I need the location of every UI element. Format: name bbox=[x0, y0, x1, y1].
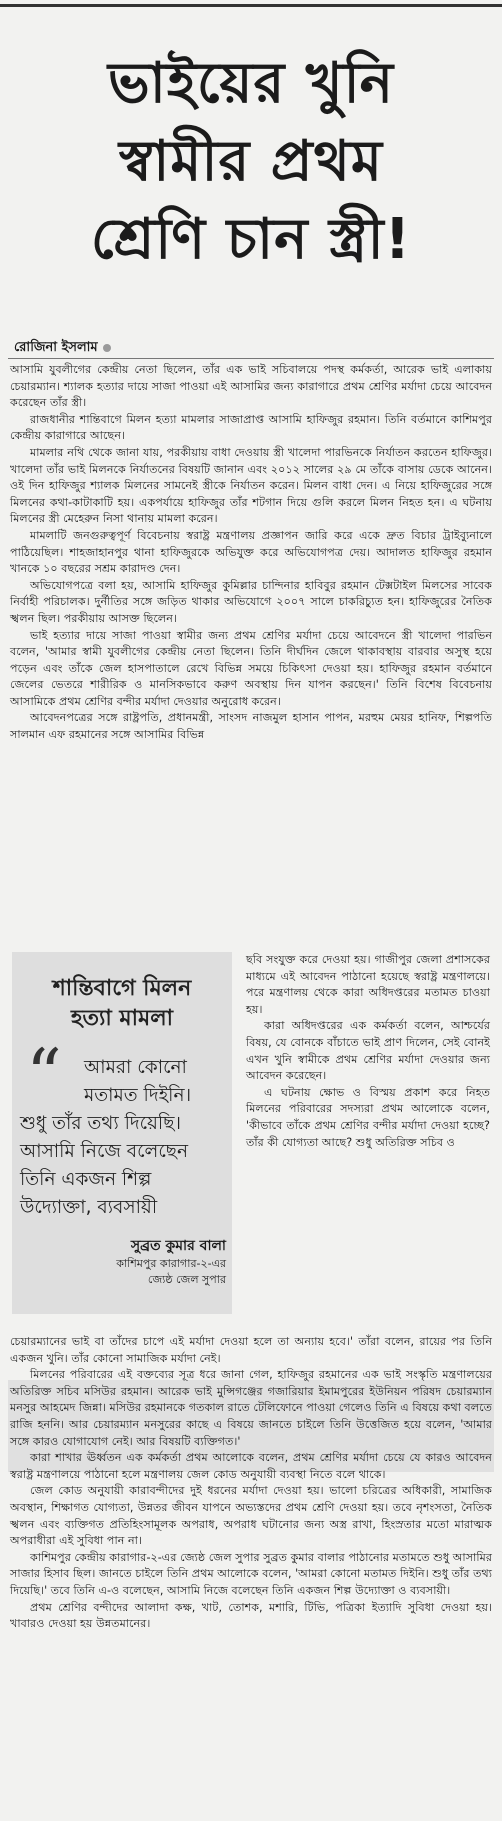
article-body-bottom bbox=[10, 1334, 492, 1633]
top-rule bbox=[0, 4, 502, 7]
paragraph: কারা অধিদপ্তরের এক কর্মকর্তা বলেন, আশ্চর্যের বিষয়, যে বোনকে বাঁচাতে ভাই প্রাণ দিলেন, সেই বোনই এখন খুনি স্বামীকে প্রথম শ্রেণির মর্যাদা দেওয়ার জন্য আবেদন করেছেন। bbox=[246, 1019, 490, 1083]
pull-quote bbox=[20, 1054, 230, 1222]
quote-line: আমরা কোনো bbox=[84, 1057, 187, 1078]
quote-attribution-name: সুব্রত কুমার বালা bbox=[130, 1238, 226, 1254]
byline-rule bbox=[8, 358, 494, 359]
sidebar-title-line-2: হত্যা মামলা bbox=[70, 1006, 174, 1031]
paragraph: চেয়ারম্যানের ভাই বা তাঁদের চাপে এই মর্যাদা দেওয়া হলে তা অন্যায় হবে।' তাঁরা বলেন, রায়ের পর তিনি একজন খুনি। তাঁর কোনো সামাজিক মর্যাদা নেই। bbox=[10, 1335, 492, 1365]
sidebar-box bbox=[12, 952, 232, 1314]
paragraph: মিলনের পরিবারের এই বক্তব্যের সূত্র ধরে জানা গেল, হাফিজুর রহমানের এক ভাই সংস্কৃতি মন্ত্রণালয়ের অতিরিক্ত সচিব মসিউর রহমান। আরেক ভাই মুন্সিগঞ্জের গজারিয়ার ইমামপুরের ইউনিয়ন পরিষদ চেয়ারম্যান মনসুর আহমেদ জিন্না। মসিউর রহমানকে গতকাল রাতে টেলিফোনে পাওয়া গেলেও তিনি এ বিষয়ে কথা বলতে রাজি হননি। আর চেয়ারম্যান মনসুরের কাছে এ বিষয়ে জানতে চাইলে তিনি উত্তেজিত হয়ে বলেন, 'আমার সঙ্গে কারও যোগাযোগ নেই। আর বিষয়টি ব্যক্তিগত।' bbox=[10, 1368, 492, 1448]
paragraph: মামলার নথি থেকে জানা যায়, পরকীয়ায় বাধা দেওয়ায় স্ত্রী খালেদা পারভিনকে নির্যাতন করতেন হাফিজুর। খালেদা তাঁর ভাই মিলনকে নির্যাতনের বিষয়টি জানান এবং ২০১২ সালের ২৯ মে তাঁকে বাসায় ডেকে আনেন। ওই দিন হাফিজুর শ্যালক মিলনের সামনেই স্ত্রীকে নির্যাতন করেন। মিলন বাধা দেন। এ নিয়ে হাফিজুরের সঙ্গে মিলনের কথা-কাটাকাটি হয়। একপর্যায়ে হাফিজুর তাঁর শটগান দিয়ে গুলি করলে মিলন নিহত হন। এ ঘটনায় মিলনের স্ত্রী মেহেরুন নিসা থানায় মামলা করেন। bbox=[10, 445, 492, 526]
paragraph: অভিযোগপত্রে বলা হয়, আসামি হাফিজুর কুমিল্লার চান্দিনার হাবিবুর রহমান টেক্সটাইল মিলসের সাবেক নির্বাহী পরিচালক। দুর্নীতির সঙ্গে জড়িত থাকার অভিযোগে ২০০৭ সালে চাকরিচ্যুত হন। হাফিজুরের নৈতিক স্খলন ছিল। পরকীয়ায় আসক্ত ছিলেন। bbox=[10, 578, 492, 625]
quote-line: তিনি একজন শিল্প bbox=[20, 1169, 152, 1190]
quote-line: মতামত দিইনি। bbox=[84, 1085, 192, 1106]
headline-line-3: শ্রেণি চান স্ত্রী! bbox=[90, 207, 412, 272]
sidebar-title bbox=[12, 974, 232, 1034]
article-body-right-column bbox=[246, 952, 490, 1151]
paragraph: কাশিমপুর কেন্দ্রীয় কারাগার-২-এর জ্যেষ্ঠ জেল সুপার সুব্রত কুমার বালার পাঠানোর মতামতে শুধু আসামির সাজার হিসাব ছিল। জানতে চাইলে তিনি প্রথম আলোকে বলেন, 'আমরা কোনো মতামত দিইনি। শুধু তাঁর তথ্য দিয়েছি।' তবে তিনি এ-ও বলেছেন, আসামি নিজে বলেছেন তিনি একজন শিল্প উদ্যোক্তা ও ব্যবসায়ী। bbox=[10, 1550, 492, 1597]
headline-line-1: ভাইয়ের খুনি bbox=[107, 51, 395, 116]
headline-line-2: স্বামীর প্রথম bbox=[119, 129, 383, 194]
paragraph: ভাই হত্যার দায়ে সাজা পাওয়া স্বামীর জন্য প্রথম শ্রেণির মর্যাদা চেয়ে আবেদনে স্ত্রী খালেদা পারভিন বলেন, 'আমার স্বামী যুবলীগের কেন্দ্রীয় নেতা ছিলেন। তিনি দীর্ঘদিন জেলে থাকাবস্থায় বারবার অসুস্থ হয়ে পড়েন এবং তাঁকে জেল হাসপাতালে রেখে বিভিন্ন সময়ে চিকিৎসা দেওয়া হয়। হাফিজুর রহমান বর্তমানে জেলের ভেতরে শারীরিক ও মানসিকভাবে করুণ অবস্থায় দিন যাপন করছেন।' তিনি বিশেষ বিবেচনায় আসামিকে প্রথম শ্রেণির বন্দীর মর্যাদা দেওয়ার অনুরোধ করেন। bbox=[10, 628, 492, 708]
headline bbox=[0, 45, 502, 279]
quote-line: আসামি নিজে বলেছেন bbox=[20, 1141, 189, 1162]
paragraph: রাজধানীর শান্তিবাগে মিলন হত্যা মামলার সাজাপ্রাপ্ত আসামি হাফিজুর রহমান। তিনি বর্তমানে কাশিমপুর কেন্দ্রীয় কারাগারে আছেন। bbox=[10, 412, 492, 443]
quote-line: শুধু তাঁর তথ্য দিয়েছি। bbox=[20, 1113, 182, 1134]
paragraph: জেল কোড অনুযায়ী কারাবন্দীদের দুই ধরনের মর্যাদা দেওয়া হয়। ভালো চরিত্রের অধিকারী, সামাজিক অবস্থান, শিক্ষাগত যোগ্যতা, উন্নতর জীবন যাপনে অভ্যস্তদের প্রথম শ্রেণি দেওয়া হয়। তবে নৃশংসতা, নৈতিক স্খলন এবং ব্যক্তিগত প্রতিহিংসামূলক অপরাধ, অপরাধ ঘটানোর জন্য অস্ত্র রাখা, হিংস্রতার মতো মারাত্মক অপরাধীরা এই সুবিধা পান না। bbox=[10, 1484, 492, 1548]
paragraph: ছবি সংযুক্ত করে দেওয়া হয়। গাজীপুর জেলা প্রশাসকের মাধ্যমে এই আবেদন পাঠানো হয়েছে স্বরাষ্ট্র মন্ত্রণালয়ে। পরে মন্ত্রণালয় থেকে কারা অধিদপ্তরের মতামত চাওয়া হয়। bbox=[246, 953, 490, 1016]
quote-attribution-title bbox=[12, 1256, 226, 1288]
quote-mark-icon: “ bbox=[26, 1034, 62, 1116]
designation-line-2: জ্যেষ্ঠ জেল সুপার bbox=[147, 1273, 226, 1286]
paragraph: কারা শাখার ঊর্ধ্বতন এক কর্মকর্তা প্রথম আলোকে বলেন, প্রথম শ্রেণির মর্যাদা চেয়ে যে কারও আবেদন স্বরাষ্ট্র মন্ত্রণালয়ে পাঠানো হলে মন্ত্রণালয় জেল কোড অনুযায়ী ব্যবস্থা নিতে বলে থাকে। bbox=[10, 1451, 492, 1481]
article-body-top bbox=[10, 362, 492, 744]
paragraph: আবেদনপত্রের সঙ্গে রাষ্ট্রপতি, প্রধানমন্ত্রী, সাংসদ নাজমুল হাসান পাপন, মরহুম মেয়র হানিফ, শিল্পপতি সালমান এফ রহমানের সঙ্গে আসামির বিভিন্ন bbox=[10, 711, 492, 742]
byline bbox=[14, 338, 111, 359]
paragraph: মামলাটি জনগুরুত্বপূর্ণ বিবেচনায় স্বরাষ্ট্র মন্ত্রণালয় প্রজ্ঞাপন জারি করে একে দ্রুত বিচার ট্রাইব্যুনালে পাঠিয়েছিল। শাহজাহানপুর থানা হাফিজুরকে অভিযুক্ত করে অভিযোগপত্র দেয়। আদালত হাফিজুর রহমান খানকে ১০ বছরের সশ্রম কারাদণ্ড দেন। bbox=[10, 528, 492, 576]
designation-line-1: কাশিমপুর কারাগার-২-এর bbox=[116, 1257, 226, 1270]
author-name: রোজিনা ইসলাম bbox=[14, 340, 98, 355]
paragraph: এ ঘটনায় ক্ষোভ ও বিস্ময় প্রকাশ করে নিহত মিলনের পরিবারের সদস্যরা প্রথম আলোকে বলেন, 'কীভাবে তাঁকে প্রথম শ্রেণির বন্দীর মর্যাদা দেওয়া হচ্ছে? তাঁর কী যোগ্যতা আছে? শুধু অতিরিক্ত সচিব ও bbox=[246, 1085, 490, 1149]
byline-dot-icon bbox=[103, 344, 111, 352]
paragraph: আসামি যুবলীগের কেন্দ্রীয় নেতা ছিলেন, তাঁর এক ভাই সচিবালয়ে পদস্থ কর্মকর্তা, আরেক ভাই এলাকায় চেয়ারম্যান। শ্যালক হত্যার দায়ে সাজা পাওয়া এই আসামির জন্য কারাগারে প্রথম শ্রেণির মর্যাদা চেয়ে আবেদন করেছেন তাঁর স্ত্রী। bbox=[10, 363, 492, 410]
quote-line: উদ্যোক্তা, ব্যবসায়ী bbox=[20, 1197, 158, 1218]
paragraph: প্রথম শ্রেণির বন্দীদের আলাদা কক্ষ, খাট, তোশক, মশারি, টিভি, পত্রিকা ইত্যাদি সুবিধা দেওয়া হয়। খাবারও দেওয়া হয় উন্নতমানের। bbox=[10, 1600, 492, 1631]
sidebar-title-line-1: শান্তিবাগে মিলন bbox=[52, 976, 192, 1001]
